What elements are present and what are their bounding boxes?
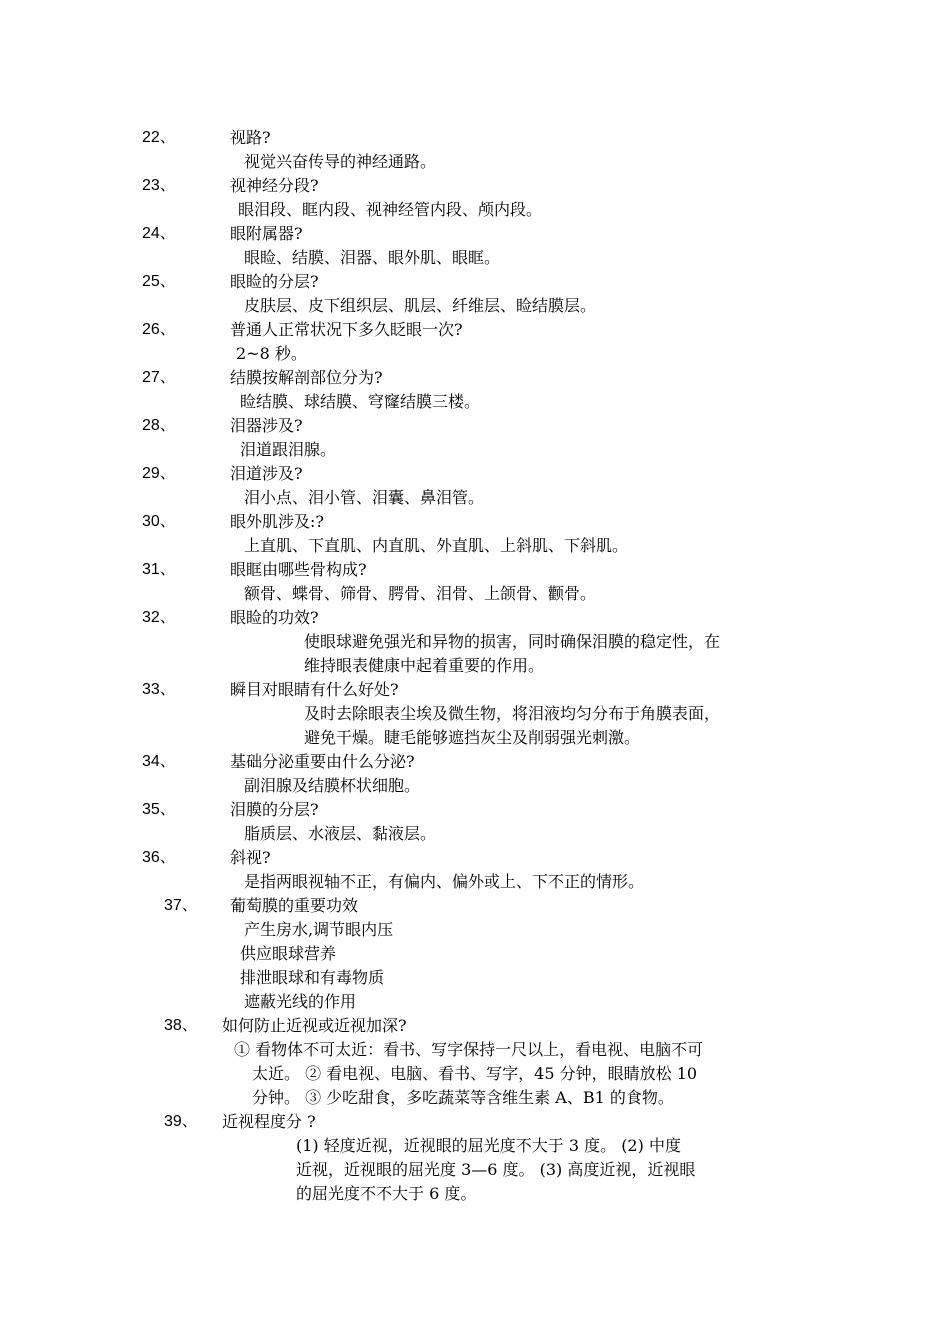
answer-line: 维持眼表健康中起着重要的作用。 <box>304 656 545 675</box>
answer-text <box>244 582 596 606</box>
item-number: 31、 <box>142 561 176 578</box>
question-text: 基础分泌重要由什么分泌? <box>230 752 415 771</box>
answer-line: 供应眼球营养 <box>240 944 337 963</box>
answer-line: 上直肌、下直肌、内直肌、外直肌、上斜肌、下斜肌。 <box>244 536 629 555</box>
question-text: 如何防止近视或近视加深? <box>222 1016 407 1035</box>
question-text: 瞬目对眼睛有什么好处? <box>230 680 399 699</box>
answer-line: 及时去除眼表尘埃及微生物，将泪液均匀分布于角膜表面， <box>304 704 721 723</box>
question-text: 眼睑的功效? <box>230 608 319 627</box>
question-text: 眼附属器? <box>230 224 303 243</box>
item-number: 35、 <box>142 801 176 818</box>
item-number: 24、 <box>142 225 176 242</box>
item-number: 30、 <box>142 513 176 530</box>
item-number: 28、 <box>142 417 176 434</box>
answer-line: 副泪腺及结膜杯状细胞。 <box>244 776 421 795</box>
item-number: 38、 <box>164 1017 198 1034</box>
answer-line: 视觉兴奋传导的神经通路。 <box>244 152 437 171</box>
answer-text <box>236 342 307 366</box>
item-number: 34、 <box>142 753 176 770</box>
answer-text <box>240 918 393 1014</box>
answer-text <box>244 870 644 894</box>
answer-line: 的屈光度不不大于 6 度。 <box>296 1184 477 1203</box>
answer-line: 泪小点、泪小管、泪囊、鼻泪管。 <box>244 488 485 507</box>
item-number: 33、 <box>142 681 176 698</box>
answer-text <box>240 390 480 414</box>
item-number: 37、 <box>164 897 198 914</box>
answer-line: 眼睑、结膜、泪器、眼外肌、眼眶。 <box>244 248 501 267</box>
answer-line: 睑结膜、球结膜、穹窿结膜三楼。 <box>240 392 481 411</box>
answer-text <box>244 822 436 846</box>
question-text: 普通人正常状况下多久眨眼一次? <box>230 320 463 339</box>
answer-line: 泪道跟泪腺。 <box>240 440 337 459</box>
answer-line: (1) 轻度近视，近视眼的屈光度不大于 3 度。 (2) 中度 <box>296 1136 681 1155</box>
question-text: 泪膜的分层? <box>230 800 319 819</box>
answer-text <box>234 1038 703 1110</box>
answer-line: 产生房水,调节眼内压 <box>244 920 394 939</box>
answer-line: 排泄眼球和有毒物质 <box>240 968 385 987</box>
question-text: 斜视? <box>230 848 271 867</box>
question-text: 泪道涉及? <box>230 464 303 483</box>
answer-line: 额骨、蝶骨、筛骨、腭骨、泪骨、上颌骨、颧骨。 <box>244 584 597 603</box>
answer-line: 脂质层、水液层、黏液层。 <box>244 824 437 843</box>
answer-line: ① 看物体不可太近：看书、写字保持一尺以上，看电视、电脑不可 <box>234 1040 704 1059</box>
question-text: 眼睑的分层? <box>230 272 319 291</box>
answer-line: 遮蔽光线的作用 <box>244 992 357 1011</box>
item-number: 23、 <box>142 177 176 194</box>
answer-text <box>296 1134 695 1206</box>
answer-line: 分钟。 ③ 少吃甜食，多吃蔬菜等含维生素 A、B1 的食物。 <box>252 1088 674 1107</box>
answer-line: 避免干燥。睫毛能够遮挡灰尘及削弱强光刺激。 <box>304 728 641 747</box>
answer-text <box>244 774 420 798</box>
question-text: 葡萄膜的重要功效 <box>230 896 359 915</box>
question-text: 视路? <box>230 128 271 147</box>
answer-text <box>244 294 596 318</box>
item-number: 36、 <box>142 849 176 866</box>
question-text: 视神经分段? <box>230 176 319 195</box>
item-number: 39、 <box>164 1113 198 1130</box>
question-text: 眼眶由哪些骨构成? <box>230 560 367 579</box>
question-text: 近视程度分 ? <box>222 1112 316 1131</box>
question-text: 泪器涉及? <box>230 416 303 435</box>
item-number: 27、 <box>142 369 176 386</box>
item-number: 32、 <box>142 609 176 626</box>
question-text: 眼外肌涉及:? <box>230 512 324 531</box>
question-text: 结膜按解剖部位分为? <box>230 368 383 387</box>
answer-text <box>240 438 336 462</box>
answer-text <box>244 246 500 270</box>
answer-line: 眼泪段、眶内段、视神经管内段、颅内段。 <box>238 200 543 219</box>
answer-line: 太近。 ② 看电视、电脑、看书、写字，45 分钟，眼睛放松 10 <box>252 1064 698 1083</box>
answer-text <box>304 630 720 678</box>
answer-line: 是指两眼视轴不正，有偏内、偏外或上、下不正的情形。 <box>244 872 645 891</box>
answer-line: 使眼球避免强光和异物的损害，同时确保泪膜的稳定性，在 <box>304 632 721 651</box>
item-number: 22、 <box>142 129 176 146</box>
answer-line: 近视，近视眼的屈光度 3—6 度。 (3) 高度近视，近视眼 <box>296 1160 696 1179</box>
answer-text <box>238 198 542 222</box>
item-number: 29、 <box>142 465 176 482</box>
item-number: 26、 <box>142 321 176 338</box>
answer-text <box>244 150 436 174</box>
answer-text <box>244 534 628 558</box>
answer-line: 皮肤层、皮下组织层、肌层、纤维层、睑结膜层。 <box>244 296 597 315</box>
answer-text <box>304 702 720 750</box>
answer-line: 2~8 秒。 <box>236 344 307 363</box>
answer-text <box>244 486 484 510</box>
item-number: 25、 <box>142 273 176 290</box>
